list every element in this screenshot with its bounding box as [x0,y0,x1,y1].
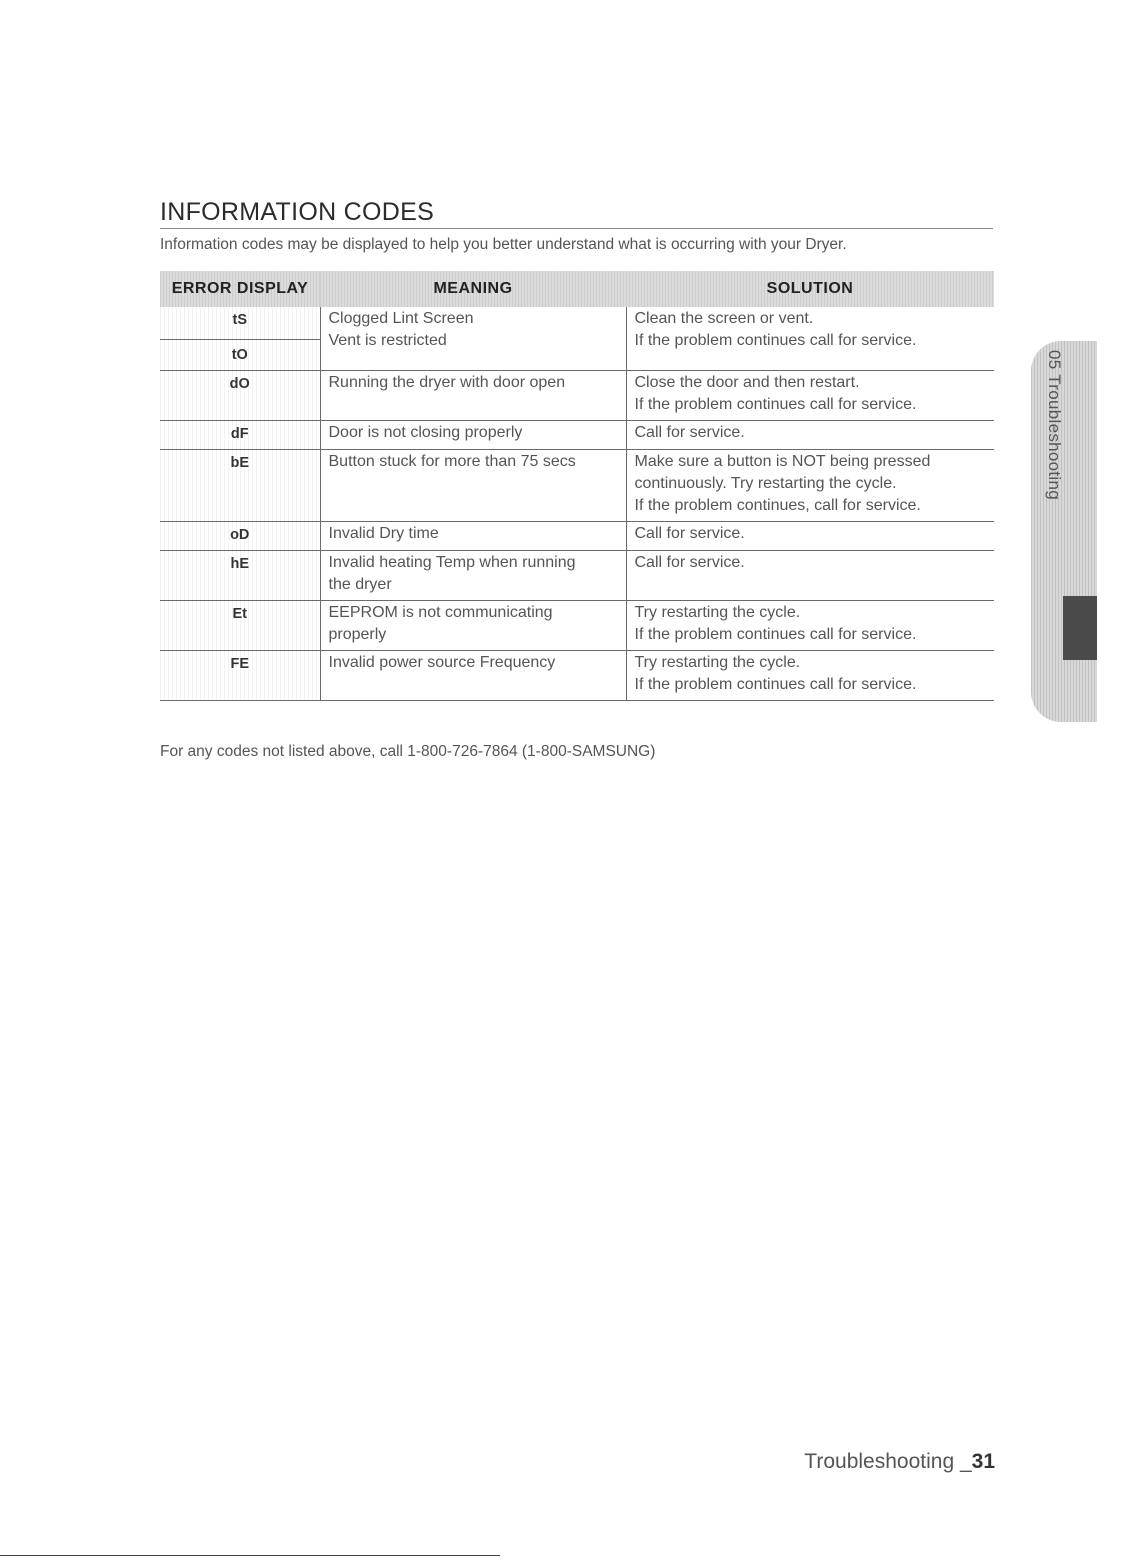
error-code-cell [160,522,320,551]
meaning-cell [320,551,626,601]
chapter-tab-marker [1063,596,1097,660]
error-code-cell [160,450,320,522]
table-row [160,307,994,371]
error-code: tO [160,339,320,366]
error-code: bE [230,455,250,471]
error-code: oD [230,527,250,543]
table-row [160,551,994,601]
meaning-line: EEPROM is not communicating [328,604,553,621]
meaning-cell [320,601,626,651]
footer-section: Troubleshooting _ [804,1450,972,1473]
error-code: FE [230,656,250,672]
meaning-cell [320,307,626,371]
table-row [160,522,994,551]
error-code: dO [229,376,250,392]
intro-text: Information codes may be displayed to help you better understand what is occurring with your Dryer. [160,236,847,253]
table-row [160,651,994,701]
meaning-line: Clogged Lint Screen [328,310,474,327]
solution-cell [626,522,994,551]
solution-cell [626,371,994,421]
solution-line: Try restarting the cycle. [634,654,801,671]
solution-line: If the problem continues, call for service. [634,497,921,514]
meaning-line: Invalid heating Temp when running [328,554,576,571]
error-code: Et [232,606,247,622]
error-code: dF [230,426,249,442]
solution-line: If the problem continues call for service. [634,676,917,693]
meaning-cell [320,450,626,522]
error-code: tS [232,312,247,328]
table-row [160,371,994,421]
information-codes-table [160,271,994,701]
error-code-cell [160,651,320,701]
meaning-cell [320,371,626,421]
meaning-line: Running the dryer with door open [328,374,566,391]
meaning-line: Invalid power source Frequency [328,654,556,671]
table-header-row [160,271,994,307]
solution-line: Call for service. [634,525,745,542]
page-footer [804,1450,995,1474]
solution-line: Close the door and then restart. [634,374,860,391]
meaning-line: properly [328,626,387,643]
table-row [160,601,994,651]
solution-line: continuously. Try restarting the cycle. [634,475,897,492]
meaning-line: Door is not closing properly [328,424,523,441]
chapter-tab-label: 05 Troubleshooting [1045,350,1064,501]
meaning-cell [320,522,626,551]
solution-cell [626,651,994,701]
error-code-cell [160,601,320,651]
header-solution: SOLUTION [626,271,994,307]
solution-line: If the problem continues call for service. [634,396,917,413]
solution-cell [626,450,994,522]
meaning-cell [320,651,626,701]
meaning-line: the dryer [328,576,392,593]
solution-line: Clean the screen or vent. [634,310,814,327]
meaning-line: Invalid Dry time [328,525,439,542]
bottom-rule [0,1555,500,1556]
solution-line: Make sure a button is NOT being pressed [634,453,931,470]
solution-cell [626,551,994,601]
header-meaning: MEANING [320,271,626,307]
solution-line: Try restarting the cycle. [634,604,801,621]
error-code-cell [160,371,320,421]
page-number: 31 [971,1450,995,1473]
solution-line: Call for service. [634,554,745,571]
header-error-display: ERROR DISPLAY [160,271,320,307]
table-row [160,450,994,522]
solution-line: Call for service. [634,424,745,441]
table-row [160,421,994,450]
solution-line: If the problem continues call for service. [634,332,917,349]
solution-cell [626,601,994,651]
solution-cell [626,421,994,450]
solution-cell [626,307,994,371]
section-title: INFORMATION CODES [160,197,993,229]
meaning-line: Button stuck for more than 75 secs [328,453,576,470]
footer-note: For any codes not listed above, call 1-800-726-7864 (1-800-SAMSUNG) [160,743,656,760]
error-code-cell [160,307,320,371]
error-code-cell [160,551,320,601]
error-code-cell [160,421,320,450]
meaning-cell [320,421,626,450]
meaning-line: Vent is restricted [328,332,447,349]
solution-line: If the problem continues call for service. [634,626,917,643]
error-code: hE [230,556,250,572]
